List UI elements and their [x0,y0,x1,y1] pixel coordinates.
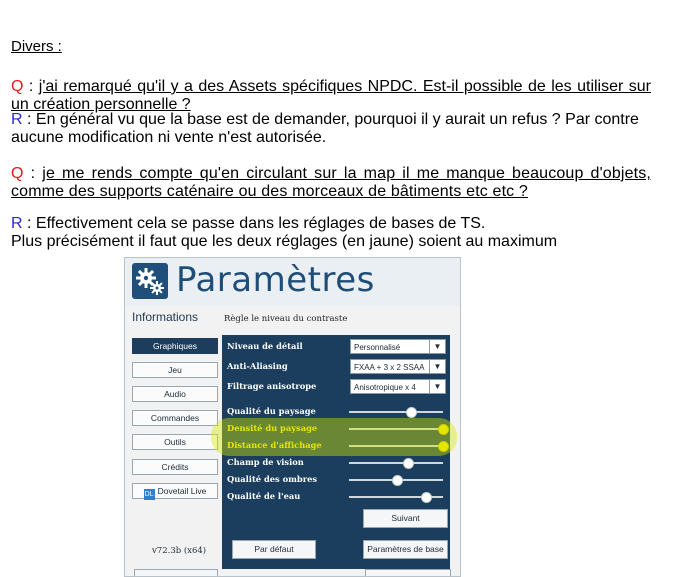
option-label: Champ de vision [227,457,304,467]
nav-outils[interactable]: Outils [132,434,218,450]
option-label: Densité du paysage [227,423,318,433]
option-label: Qualité de l'eau [227,491,301,501]
slider-knob[interactable] [421,492,432,503]
answer-text: Effectivement cela se passe dans les réglages de bases de TS. [35,215,486,232]
anti-aliasing-select[interactable]: FXAA + 3 x 2 SSAA ▼ [350,359,446,374]
nav-label: Dovetail Live [157,486,207,496]
option-label: Qualité du paysage [227,406,316,416]
nav-credits[interactable]: Crédits [132,459,218,475]
gears-icon [132,263,168,299]
water-quality-slider[interactable] [349,496,443,498]
chevron-down-icon: ▼ [429,380,445,393]
bottom-right-button[interactable] [365,569,451,577]
question-text: je me rends compte qu'en circulant sur la map il me manque beaucoup d'objets, comme des supports caténaire ou des morceaux de bâtiments etc etc ? [11,165,651,200]
question-text: j'ai remarqué qu'il y a des Assets spécifiques NPDC. Est-il possible de les utiliser sur un création personnelle ? [11,78,652,113]
slider-knob[interactable] [406,407,417,418]
answer-1: R : En général vu que la base est de demander, pourquoi il y aurait un refus ? Par contre aucune modification ni vente n'est autorisée. [11,111,639,146]
detail-level-select[interactable]: Personnalisé ▼ [350,339,446,354]
yellow-highlight [211,418,457,456]
slider-knob[interactable] [403,458,414,469]
option-label: Filtrage anisotrope [227,381,317,391]
option-label: Qualité des ombres [227,474,318,484]
option-label: Anti-Aliasing [227,361,288,371]
informations-label: Informations [132,310,199,324]
answer-text: En général vu que la base est de demander, pourquoi il y aurait un refus ? Par contre aucune modification ni vente n'est autorisée. [11,111,639,146]
settings-screenshot [124,257,461,577]
settings-title: Paramètres [176,260,375,300]
answer-text-2: Plus précisément il faut que les deux réglages (en jaune) soient au maximum [11,233,558,250]
shadow-quality-slider[interactable] [349,479,443,481]
r-marker: R [11,215,23,232]
chevron-down-icon: ▼ [429,360,445,373]
bottom-left-button[interactable] [134,569,218,577]
base-settings-button[interactable]: Paramètres de base [363,540,448,559]
nav-dovetail-live[interactable] [132,483,218,499]
nav-commandes[interactable]: Commandes [132,410,218,426]
q-marker: Q [11,78,24,95]
dovetail-live-icon: DL [144,491,154,498]
nav-audio[interactable]: Audio [132,386,218,402]
version-label: v72.3b (x64) [152,546,207,556]
next-button[interactable]: Suivant [363,509,448,528]
anisotropic-select[interactable]: Anisotropique x 4 ▼ [350,379,446,394]
slider-knob[interactable] [392,475,403,486]
default-button[interactable]: Par défaut [232,540,316,559]
hint-text: Règle le niveau du contraste [224,314,348,324]
section-heading: Divers : [11,38,62,55]
field-of-view-slider[interactable] [349,462,443,464]
nav-jeu[interactable]: Jeu [132,362,218,378]
answer-2: R : Effectivement cela se passe dans les réglages de bases de TS. Plus précisément il faut que les deux réglages (en jaune) soient au maximum [11,215,558,250]
option-label: Niveau de détail [227,341,303,351]
question-1: Q : j'ai remarqué qu'il y a des Assets spécifiques NPDC. Est-il possible de les utiliser sur un création personnelle ? [11,78,652,113]
r-marker: R [11,111,23,128]
landscape-quality-slider[interactable] [349,411,443,413]
q-marker: Q [11,165,24,182]
question-2: Q : je me rends compte qu'en circulant sur la map il me manque beaucoup d'objets, comme des supports caténaire ou des morceaux de bâtiments etc etc ? [11,165,651,200]
chevron-down-icon: ▼ [429,340,445,353]
nav-graphiques[interactable]: Graphiques [132,338,218,354]
option-label: Distance d'affichage [227,440,322,450]
